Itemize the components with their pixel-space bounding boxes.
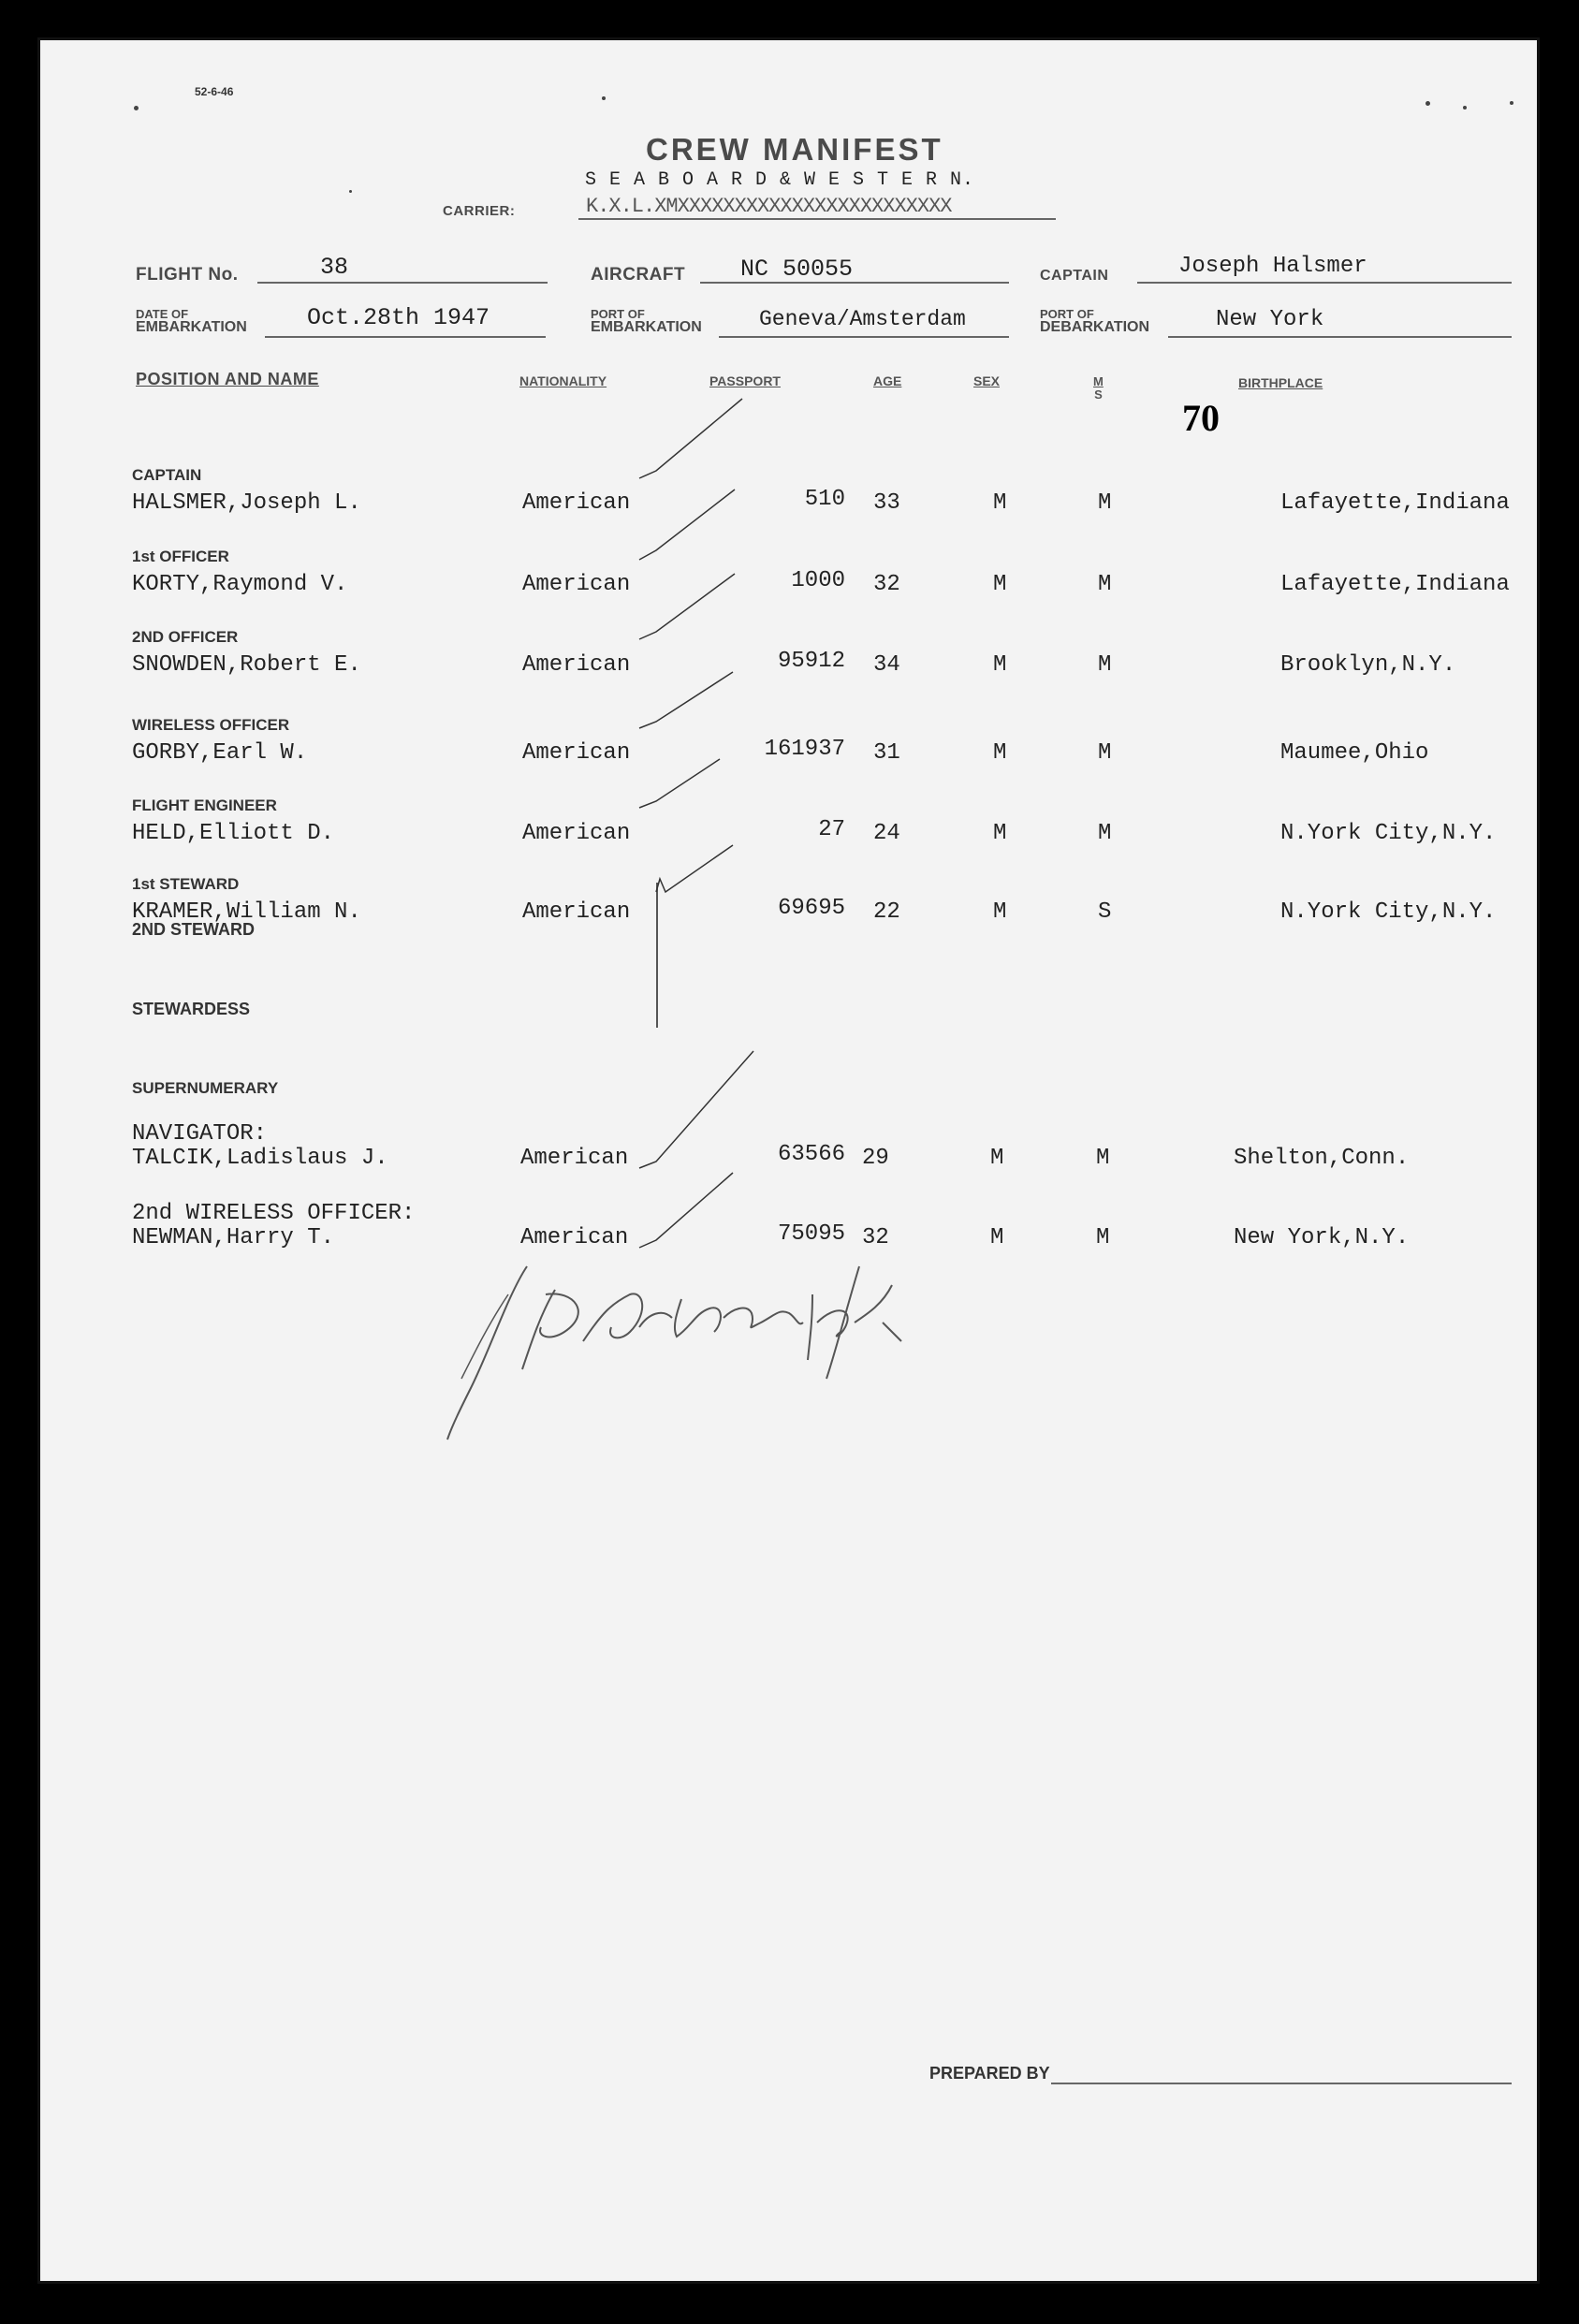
crew-position-label: FLIGHT ENGINEER: [132, 797, 277, 814]
crew-sex: M: [993, 490, 1007, 516]
crew-nationality: American: [522, 490, 631, 516]
carrier-label: CARRIER:: [443, 203, 516, 219]
crew-marital-status: M: [1098, 821, 1112, 846]
crew-passport: 69695: [777, 896, 845, 921]
supernumerary-age: 29: [862, 1146, 889, 1171]
crew-position-label: WIRELESS OFFICER: [132, 716, 290, 734]
crew-position-label: 2ND OFFICER: [132, 628, 239, 646]
supernumerary-sex: M: [990, 1225, 1004, 1250]
crew-age: 33: [873, 490, 900, 516]
check-mark-icon: [656, 845, 733, 892]
crew-nationality: American: [522, 899, 631, 925]
supernumerary-marital-status: M: [1096, 1225, 1110, 1250]
supernumerary-birthplace: New York,N.Y.: [1234, 1225, 1410, 1250]
supernumerary-label: SUPERNUMERARY: [132, 1079, 279, 1097]
check-mark-icon: [639, 399, 742, 478]
flight-no-value: 38: [320, 254, 349, 281]
supernumerary-nationality: American: [520, 1225, 629, 1250]
supernumerary-name: TALCIK,Ladislaus J.: [132, 1146, 388, 1171]
crew-birthplace: Lafayette,Indiana: [1280, 490, 1510, 516]
crew-marital-status: S: [1098, 899, 1112, 925]
supernumerary-role: NAVIGATOR:: [132, 1121, 268, 1147]
page-title: CREW MANIFEST: [646, 132, 943, 167]
annotation-number: 70: [1182, 397, 1220, 439]
supernumerary-passport: 63566: [777, 1142, 845, 1167]
crew-sex: M: [993, 899, 1007, 925]
form-code: 52-6-46: [195, 85, 234, 98]
date-label: DATE OF EMBARKATION: [136, 307, 247, 335]
crew-age: 32: [873, 572, 900, 597]
check-mark-icon: [639, 672, 733, 728]
col-sex: SEX: [973, 373, 1001, 388]
crew-nationality: American: [522, 740, 631, 766]
crew-sex: M: [993, 572, 1007, 597]
position-label-stewardess: STEWARDESS: [132, 1000, 251, 1018]
crew-name: KORTY,Raymond V.: [132, 572, 348, 597]
crew-passport: 161937: [764, 737, 845, 762]
crew-birthplace: Maumee,Ohio: [1280, 740, 1429, 766]
supernumerary-marital-status: M: [1096, 1146, 1110, 1171]
supernumerary-sex: M: [990, 1146, 1004, 1171]
crew-position-label: 1st OFFICER: [132, 548, 229, 565]
check-mark-icon: [639, 1173, 733, 1248]
col-marital-status: M S: [1093, 374, 1104, 402]
captain-label: CAPTAIN: [1040, 268, 1109, 284]
supernumerary-name: NEWMAN,Harry T.: [132, 1225, 335, 1250]
check-mark-icon: [639, 490, 735, 560]
col-age: AGE: [873, 373, 902, 388]
crew-age: 31: [873, 740, 900, 766]
crew-position-label: 1st STEWARD: [132, 875, 240, 893]
crew-sex: M: [993, 652, 1007, 678]
crew-position-label: CAPTAIN: [132, 466, 202, 484]
captain-value: Joseph Halsmer: [1178, 254, 1367, 279]
crew-marital-status: M: [1098, 572, 1112, 597]
carrier-struck-text: K.X.L.XMXXXXXXXXXXXXXXXXXXXXXXXX: [586, 195, 952, 218]
check-mark-icon: [639, 574, 735, 639]
crew-sex: M: [993, 821, 1007, 846]
crew-age: 22: [873, 899, 900, 925]
crew-name: GORBY,Earl W.: [132, 740, 308, 766]
col-passport: PASSPORT: [709, 373, 781, 388]
crew-name: HELD,Elliott D.: [132, 821, 335, 846]
col-birthplace: BIRTHPLACE: [1238, 375, 1323, 390]
supernumerary-nationality: American: [520, 1146, 629, 1171]
flight-no-label: FLIGHT No.: [136, 265, 239, 285]
crew-passport: 1000: [791, 568, 845, 593]
col-position-name: POSITION AND NAME: [136, 370, 319, 388]
crew-nationality: American: [522, 572, 631, 597]
crew-sex: M: [993, 740, 1007, 766]
aircraft-value: NC 50055: [740, 256, 854, 283]
date-value: Oct.28th 1947: [307, 304, 490, 331]
prepared-by-label: PREPARED BY: [929, 2064, 1050, 2083]
manifest-page: [37, 37, 1540, 2284]
check-mark-icon: [639, 1051, 753, 1168]
crew-name: SNOWDEN,Robert E.: [132, 652, 361, 678]
crew-age: 24: [873, 821, 900, 846]
port-debarkation-label: PORT OF DEBARKATION: [1040, 307, 1150, 335]
crew-passport: 27: [818, 817, 845, 842]
crew-passport: 95912: [777, 649, 845, 674]
port-embarkation-label: PORT OF EMBARKATION: [591, 307, 702, 335]
supernumerary-passport: 75095: [777, 1221, 845, 1247]
supernumerary-age: 32: [862, 1225, 889, 1250]
crew-marital-status: M: [1098, 740, 1112, 766]
supernumerary-birthplace: Shelton,Conn.: [1234, 1146, 1410, 1171]
port-embarkation-value: Geneva/Amsterdam: [759, 307, 966, 331]
crew-age: 34: [873, 652, 900, 678]
crew-name: HALSMER,Joseph L.: [132, 490, 361, 516]
crew-birthplace: N.York City,N.Y.: [1280, 899, 1497, 925]
crew-birthplace: Brooklyn,N.Y.: [1280, 652, 1456, 678]
supernumerary-role: 2nd WIRELESS OFFICER:: [132, 1201, 416, 1226]
port-debarkation-value: New York: [1216, 307, 1324, 332]
crew-nationality: American: [522, 821, 631, 846]
crew-name: KRAMER,William N.: [132, 899, 361, 925]
col-nationality: NATIONALITY: [519, 373, 607, 388]
crew-birthplace: N.York City,N.Y.: [1280, 821, 1497, 846]
position-label-2nd-steward: 2ND STEWARD: [132, 920, 256, 939]
crew-marital-status: M: [1098, 652, 1112, 678]
crew-marital-status: M: [1098, 490, 1112, 516]
signature-image: [443, 1238, 967, 1454]
crew-birthplace: Lafayette,Indiana: [1280, 572, 1510, 597]
carrier-typed-line: S E A B O A R D & W E S T E R N.: [585, 169, 975, 191]
checkmark-strokes: [40, 40, 1540, 1351]
aircraft-label: AIRCRAFT: [591, 265, 686, 285]
check-mark-icon: [639, 759, 720, 808]
crew-nationality: American: [522, 652, 631, 678]
crew-passport: 510: [804, 487, 845, 512]
prepared-by-line: [1051, 2083, 1512, 2084]
